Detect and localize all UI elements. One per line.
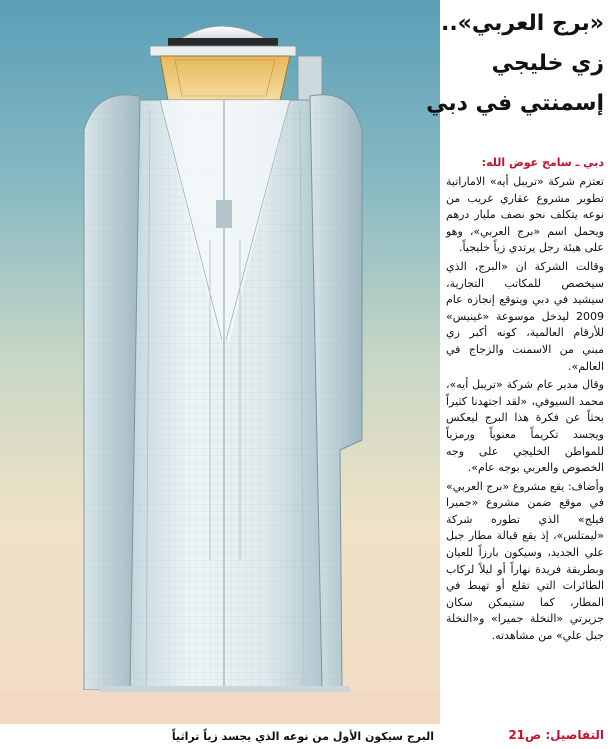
paragraph: وقالت الشركة ان «البرج، الذي سيخصص للمكاتب التجارية، سيشيد في دبي ويتوقع إنجازه عام 2009 ليدخل موسوعة «غينيس» للأرقام العالمية، كونه أكبر زي مبني من الاسمنت والزجاج في العالم». (446, 259, 604, 373)
headline-line-2: زي خليجي (491, 51, 604, 76)
photo-caption-bar (0, 724, 440, 749)
byline: دبي ـ سامح عوض الله: (481, 156, 604, 169)
headline-line-1: «برج العربي».. (440, 11, 604, 36)
photo-caption: البرج سيكون الأول من نوعه الذي يجسد زياً تراثياً (171, 730, 434, 743)
headline (426, 4, 604, 124)
paragraph: وأضاف: يقع مشروع «برج العربي» في موقع ضمن مشروع «جميرا فيلج» الذي تطوره شركة «ليمتلس»، إذ يقع قبالة مطار جبل علي الجديد، وسيكون بارزاً للعيان وبطريقة فريدة نهاراً أو ليلاً لركاب الطائرات التي تقلع أو تهبط في المطار، كما ستيمكن سكان جزيرتي «النخلة جميرا» و«النخلة جبل علي» من مشاهدته. (446, 479, 604, 643)
details-reference: التفاصيل: ص21 (508, 728, 604, 742)
paragraph: تعتزم شركة «تريبل أيه» الاماراتية تطوير مشروع عقاري غريب من نوعه يتكلف نحو نصف مليار درهم ويحمل اسم «برج العربي»، وهو على هيئة رجل يرتدي زياً خليجياً. (446, 175, 604, 255)
headline-line-3: إسمنتي في دبي (426, 91, 604, 116)
article-body (446, 174, 604, 647)
article-column (426, 0, 608, 749)
paragraph: وقال مدير عام شركة «تريبل أيه»، محمد السيوفي، «لقد اجتهدنا كثيراً بحثاً عن فكرة هذا البرج ليعكس ويجسد تكريماً معنوياً ورمزياً للمواطن الخليجي على وجه الخصوص والعربي بوجه عام». (446, 378, 604, 475)
